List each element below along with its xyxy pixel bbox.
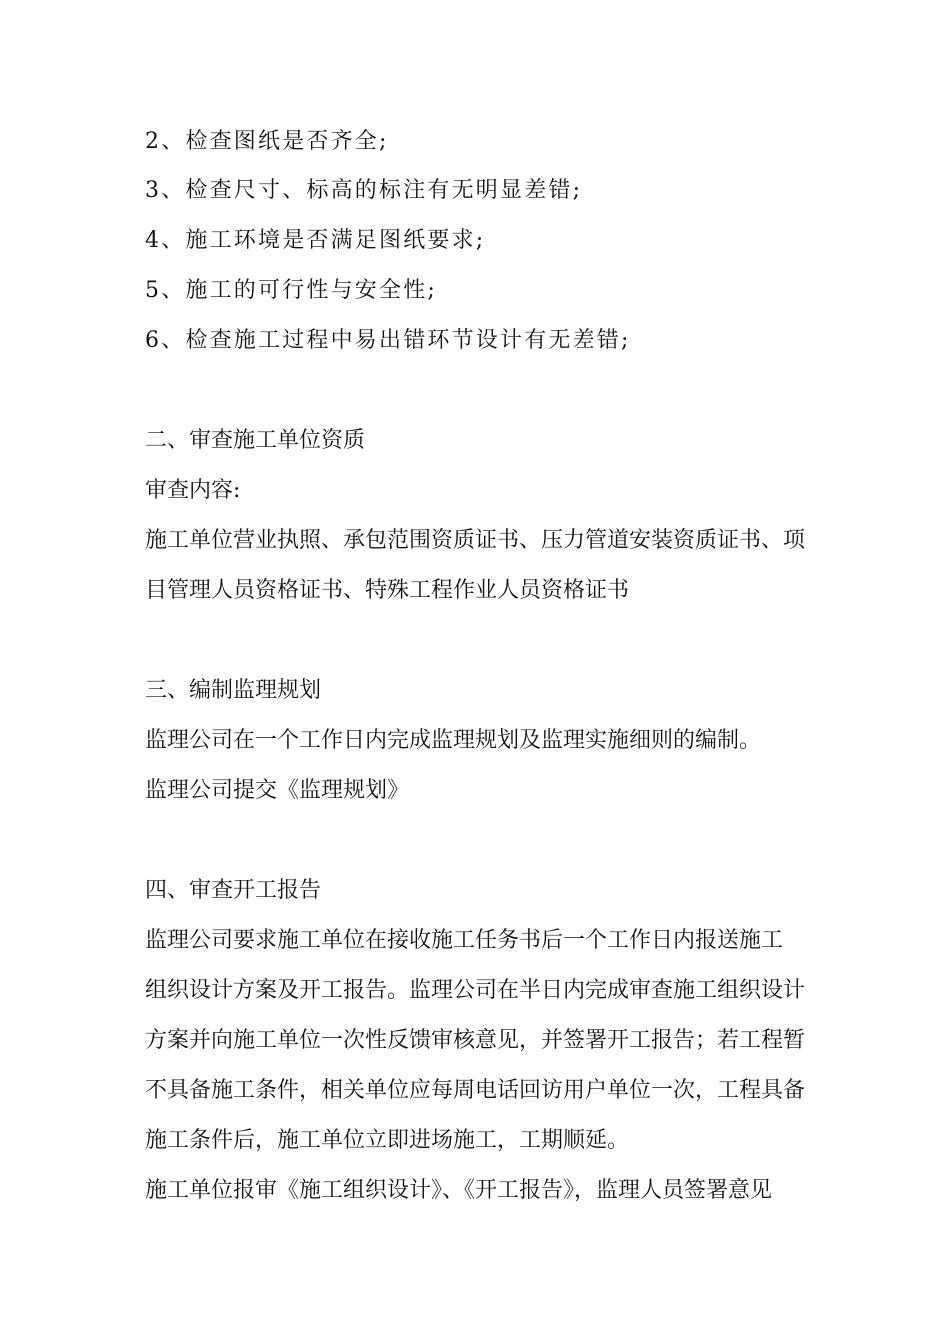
checklist-item-3: 3、检查尺寸、标高的标注有无明显差错; [145,178,583,203]
section-2-body-line: 施工单位营业执照、承包范围资质证书、压力管道安装资质证书、项 [145,528,806,553]
section-4-body-line: 组织设计方案及开工报告。监理公司在半日内完成审查施工组织设计 [145,978,806,1003]
section-3-body-line: 监理公司提交《监理规划》 [145,778,410,803]
section-2-label: 审查内容: [145,478,241,503]
checklist-item-2: 2、检查图纸是否齐全; [145,129,389,154]
section-4-body-line: 监理公司要求施工单位在接收施工任务书后一个工作日内报送施工 [145,928,784,953]
checklist-item-4: 4、施工环境是否满足图纸要求; [145,228,486,253]
section-4-heading: 四、审查开工报告 [145,878,322,903]
section-2-body-line: 目管理人员资格证书、特殊工程作业人员资格证书 [145,578,630,603]
section-4-body-line: 施工条件后，施工单位立即进场施工，工期顺延。 [145,1128,630,1153]
section-4-body-line: 方案并向施工单位一次性反馈审核意见，并签署开工报告；若工程暂 [145,1028,806,1053]
section-4-body-line: 不具备施工条件，相关单位应每周电话回访用户单位一次，工程具备 [145,1078,806,1103]
section-2-heading: 二、审查施工单位资质 [145,428,366,453]
section-4-body-line: 施工单位报审《施工组织设计》、《开工报告》，监理人员签署意见 [145,1178,773,1203]
checklist-item-5: 5、施工的可行性与安全性; [145,278,438,303]
checklist-item-6: 6、检查施工过程中易出错环节设计有无差错; [145,328,631,353]
section-3-body-line: 监理公司在一个工作日内完成监理规划及监理实施细则的编制。 [145,728,762,753]
section-3-heading: 三、编制监理规划 [145,678,322,703]
